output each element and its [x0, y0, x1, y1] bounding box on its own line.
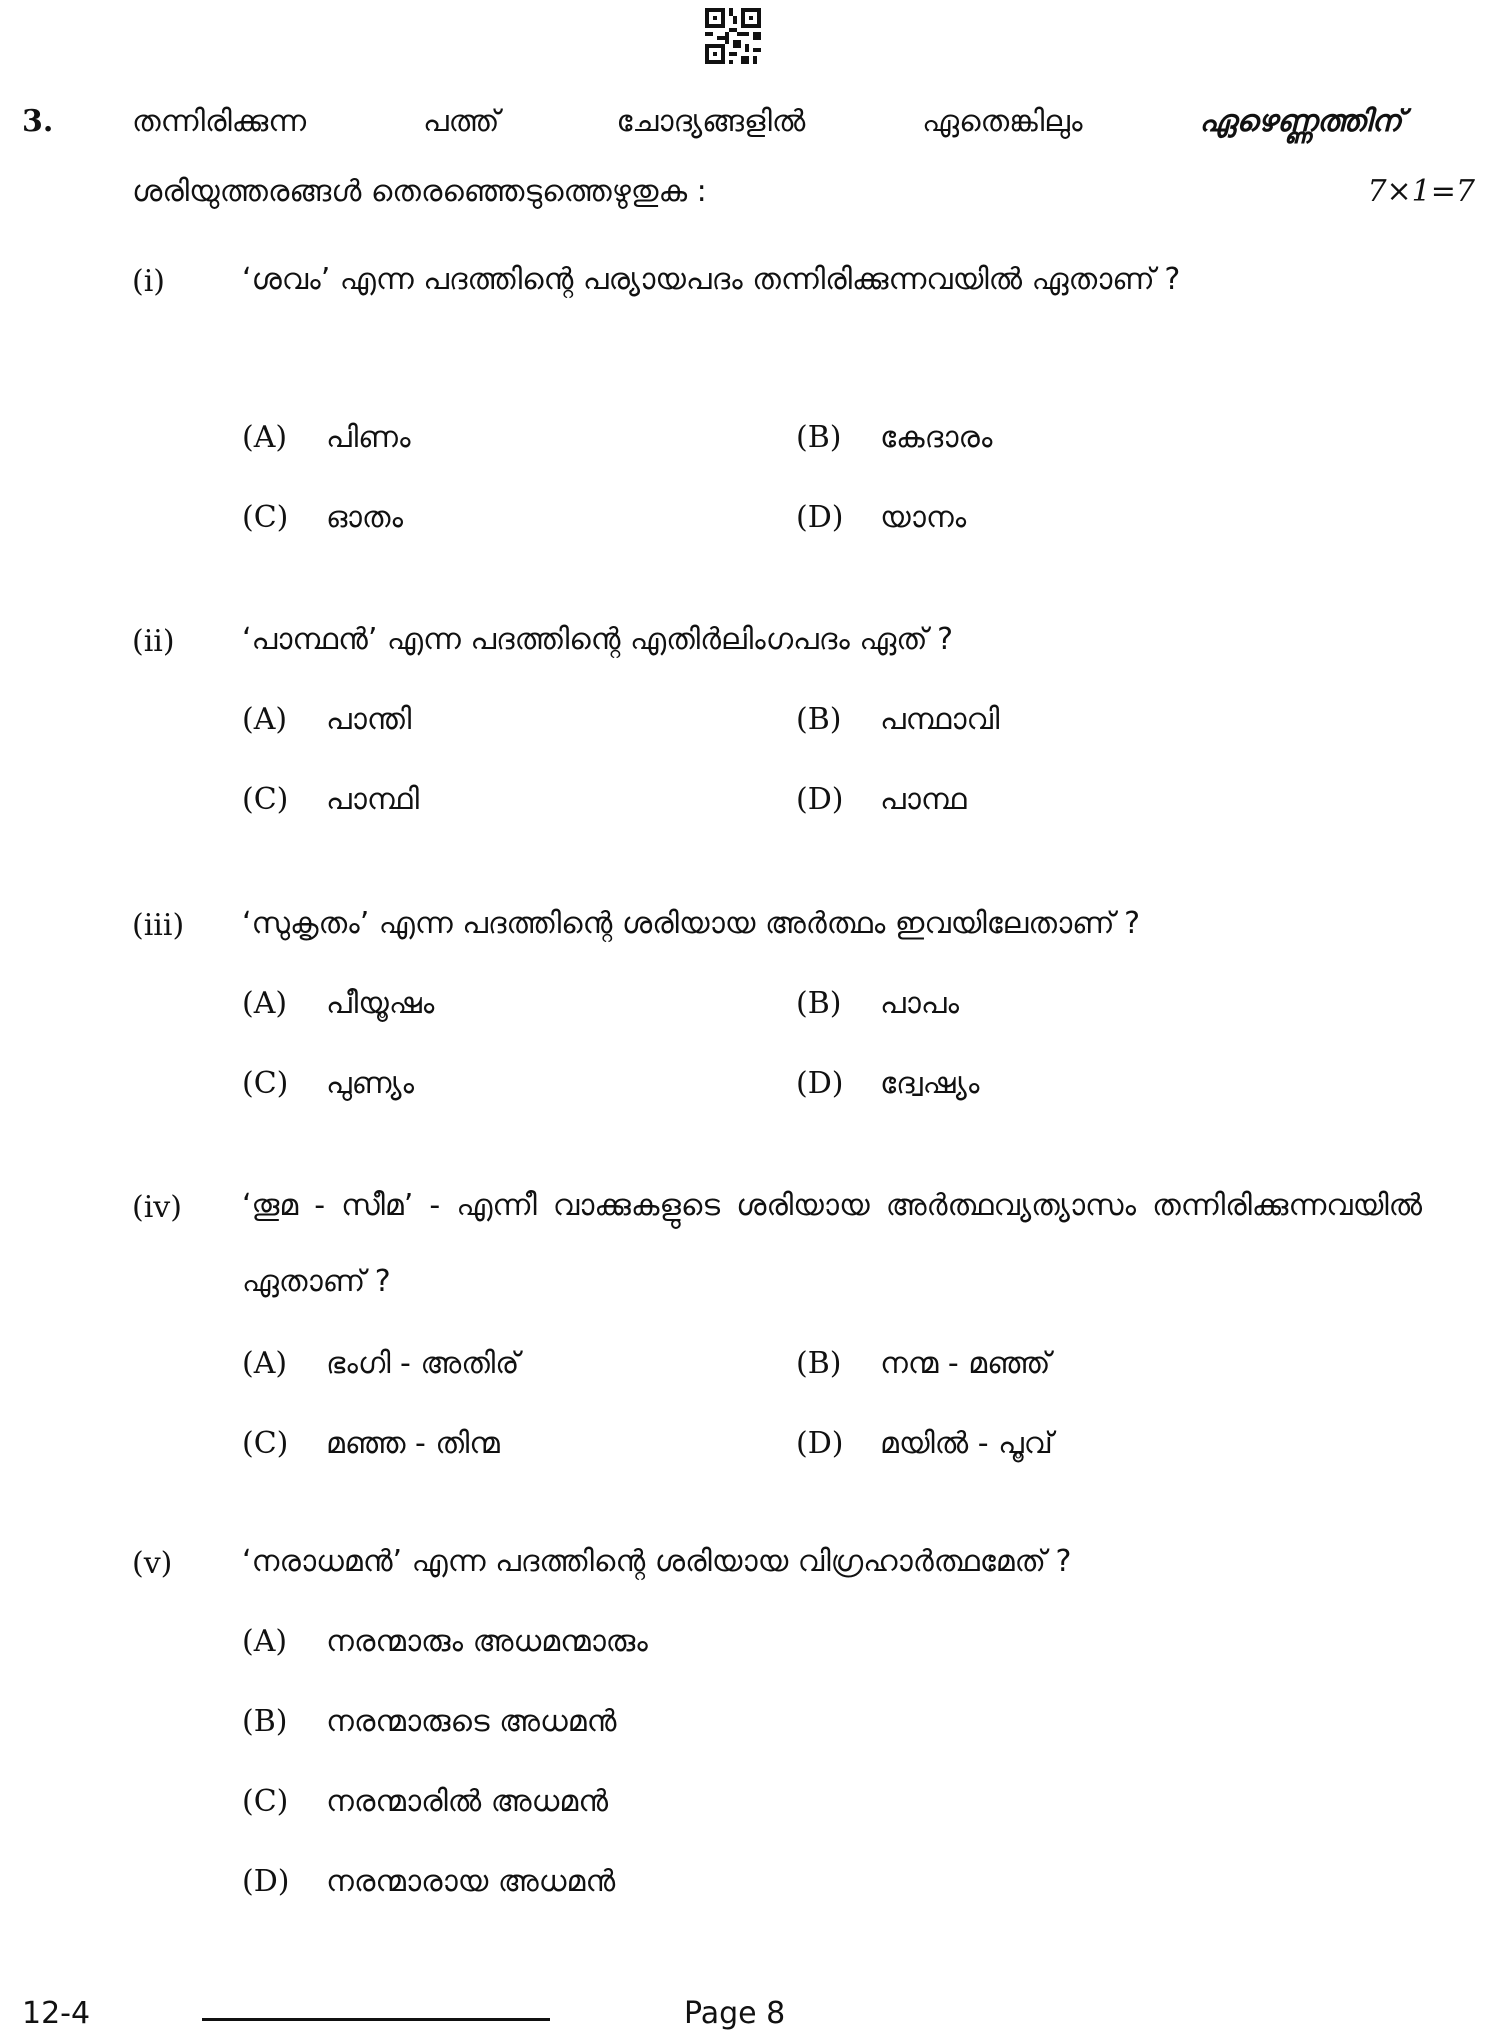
- option-b: [796, 1346, 1050, 1381]
- instruction-word: പത്ത്: [422, 104, 500, 139]
- option-text: മഞ്ഞ - തിന്മ: [326, 1426, 500, 1461]
- paper-code: 12-4: [22, 1996, 91, 2031]
- option-label: (D): [796, 1066, 844, 1101]
- option-a: [242, 1346, 519, 1381]
- option-label: (B): [796, 702, 842, 737]
- option-label: (D): [796, 500, 844, 535]
- option-label: (C): [242, 1784, 289, 1819]
- option-text: നരന്മാരിൽ അധമൻ: [326, 1784, 609, 1819]
- option-a: [242, 1624, 648, 1659]
- page-number: Page 8: [684, 1996, 786, 2031]
- option-label: (A): [242, 986, 288, 1021]
- option-d: [796, 1426, 1053, 1461]
- instruction-word: ഏതെങ്കിലും: [922, 104, 1083, 139]
- option-text: മയിൽ - പൂവ്: [880, 1426, 1053, 1461]
- option-text: യാനം: [880, 500, 967, 535]
- subquestion-stem: ‘സുകൃതം’ എന്ന പദത്തിന്റെ ശരിയായ അർത്ഥം ഇവയിലേതാണ് ?: [242, 906, 1141, 941]
- option-c: [242, 1784, 608, 1819]
- option-label: (C): [242, 500, 289, 535]
- marks-allocation: 7×1=7: [1367, 174, 1475, 209]
- question-instruction-line1: [132, 104, 1402, 139]
- subquestion-stem: ‘പാന്ഥൻ’ എന്ന പദത്തിന്റെ എതിർലിംഗപദം ഏത് ?: [242, 622, 954, 657]
- option-label: (A): [242, 1624, 288, 1659]
- question-number: 3.: [22, 104, 54, 139]
- option-text: ഭംഗി - അതിര്: [326, 1346, 520, 1381]
- option-label: (A): [242, 420, 288, 455]
- subquestion-stem: ‘ശവം’ എന്ന പദത്തിന്റെ പര്യായപദം തന്നിരിക്കുന്നവയിൽ ഏതാണ് ?: [242, 262, 1181, 297]
- footer-divider: [202, 2018, 550, 2021]
- option-d: [796, 1066, 979, 1101]
- option-d: [242, 1864, 615, 1899]
- option-text: നരന്മാരും അധമന്മാരും: [326, 1624, 648, 1659]
- option-label: (B): [796, 420, 842, 455]
- option-b: [796, 986, 959, 1021]
- option-d: [796, 782, 967, 817]
- option-text: നന്മ - മഞ്ഞ്: [880, 1346, 1051, 1381]
- option-b: [796, 702, 999, 737]
- option-text: പാപം: [880, 986, 960, 1021]
- option-label: (A): [242, 1346, 288, 1381]
- option-b: [242, 1704, 616, 1739]
- option-label: (D): [796, 1426, 844, 1461]
- option-c: [242, 782, 419, 817]
- option-d: [796, 500, 966, 535]
- option-text: പീയൂഷം: [326, 986, 435, 1021]
- option-text: പാന്തി: [326, 702, 412, 737]
- subquestion-label: (iii): [132, 908, 185, 943]
- option-label: (C): [242, 782, 289, 817]
- option-text: ദ്വേഷ്യം: [880, 1066, 980, 1101]
- option-text: പിണം: [326, 420, 411, 455]
- subquestion-stem: ‘നരാധമൻ’ എന്ന പദത്തിന്റെ ശരിയായ വിഗ്രഹാർത്ഥമേത് ?: [242, 1544, 1072, 1579]
- option-text: പാന്ഥ: [880, 782, 967, 817]
- option-label: (D): [242, 1864, 290, 1899]
- option-c: [242, 500, 403, 535]
- option-text: നരന്മാരായ അധമൻ: [326, 1864, 616, 1899]
- option-label: (D): [796, 782, 844, 817]
- qr-code: [705, 8, 761, 64]
- option-label: (A): [242, 702, 288, 737]
- option-label: (B): [796, 1346, 842, 1381]
- option-label: (C): [242, 1426, 289, 1461]
- instruction-word: തന്നിരിക്കുന്ന: [132, 104, 307, 139]
- option-a: [242, 702, 411, 737]
- option-c: [242, 1426, 500, 1461]
- question-instruction-line2: ശരിയുത്തരങ്ങൾ തെരഞ്ഞെടുത്തെഴുതുക :: [132, 174, 707, 209]
- subquestion-stem: ‘തൂമ - സീമ’ - എന്നീ വാക്കുകളുടെ ശരിയായ അർത്ഥവ്യത്യാസം തന്നിരിക്കുന്നവയിൽ ഏതാണ് ?: [242, 1188, 1422, 1299]
- option-label: (B): [796, 986, 842, 1021]
- option-text: നരന്മാരുടെ അധമൻ: [326, 1704, 617, 1739]
- option-c: [242, 1066, 414, 1101]
- option-a: [242, 986, 434, 1021]
- option-text: പാന്ഥി: [326, 782, 419, 817]
- option-text: പന്ഥാവി: [880, 702, 1000, 737]
- subquestion-label: (ii): [132, 624, 175, 659]
- subquestion-label: (i): [132, 264, 166, 299]
- option-label: (C): [242, 1066, 289, 1101]
- option-text: ഓതം: [326, 500, 404, 535]
- option-text: കേദാരം: [880, 420, 993, 455]
- subquestion-label: (iv): [132, 1190, 182, 1225]
- option-label: (B): [242, 1704, 288, 1739]
- option-b: [796, 420, 992, 455]
- instruction-emphasis: ഏഴെണ്ണത്തിന്: [1199, 104, 1402, 139]
- option-text: പുണ്യം: [326, 1066, 415, 1101]
- instruction-word: ചോദ്യങ്ങളിൽ: [616, 104, 806, 139]
- subquestion-label: (v): [132, 1546, 173, 1581]
- option-a: [242, 420, 411, 455]
